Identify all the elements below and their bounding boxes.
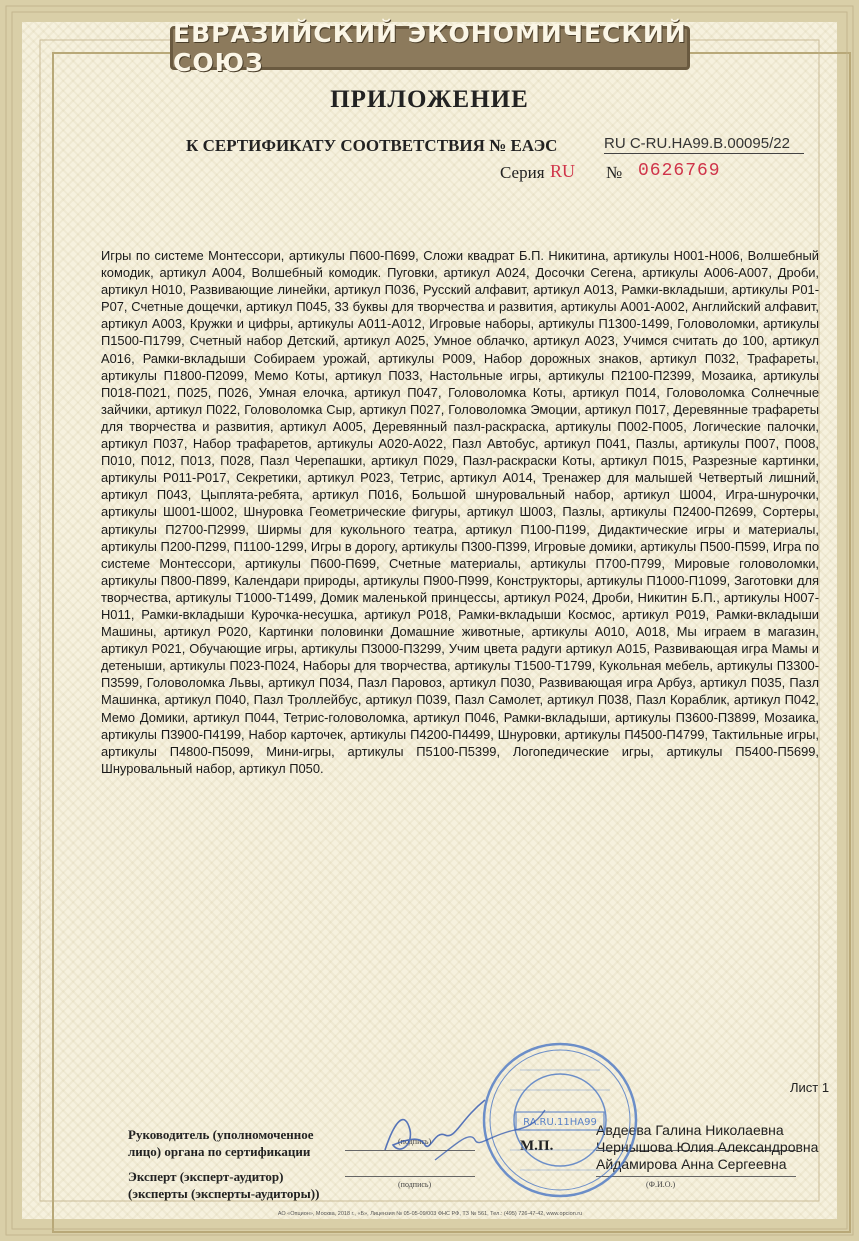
stamp-code: RA.RU.11HA99 [523,1117,597,1128]
seal-place-label: М.П. [520,1138,554,1154]
sheet-number: Лист 1 [790,1080,830,1095]
handwritten-signature [375,1090,555,1170]
signature-caption-2: (подпись) [398,1180,432,1189]
expert-label-line2: (эксперты (эксперты-аудиторы)) [128,1186,320,1201]
signature-caption-1: (подпись) [398,1137,432,1146]
product-list-text: Игры по системе Монтессори, артикулы П600-П699, Сложи квадрат Б.П. Никитина, артикулы Н001-Н006, Волшебный комодик, артикул А004, Волшебный комодик. Пуговки, артикул А024, Досочки Сегена, артикулы А006-А007, Дроби, артикул Н010, Развивающие линейки, артикул П036, Русский алфавит, артикул А013, Рамки-вкладыши, артикулы Р01-Р07, Счетные дощечки, артикул П045, 33 буквы для творчества и развития, артикулы А001-А002, Английский алфавит, артикул А003, Кружки и цифры, артикулы А011-А012, Игровые наборы, артикулы П1300-1499, Головоломки, артикулы П1500-П1799, Счетный набор Детский, артикул А025, Умное облачко, артикул А023, Учимся считать до 100, артикул А016, Рамки-вкладыши Собираем урожай, артикулы Р009, Набор дорожных знаков, артикул П032, Трафареты, артикулы П1800-П2099, Мемо Коты, артикул П033, Настольные игры, артикулы П2100-П2399, Мозаика, артикулы П018-П021, П025, П026, Умная елочка, артикул П047, Головоломка Коты, артикул П014, Головоломка Солнечные зайчики, артикул П022, Головоломка Сыр, артикул П027, Головоломка Эмоции, артикул П017, Деревянные трафареты для творчества и развития, артикул А005, Деревянный пазл-раскраска, артикулы П002-П005, Логические палочки, артикул П037, Набор трафаретов, артикулы А020-А022, Пазл Автобус, артикул П041, Пазлы, артикулы П007, П008, П010, П012, П013, П028, Пазл Черепашки, артикул П029, Пазл-раскраски Коты, артикул П015, Разрезные картинки, артикулы Р011-Р017, Секретики, артикул Р023, Тетрис, артикул А014, Тренажер для малышей Четвертый лишний, артикул П043, Цыплята-ребята, артикул П016, Большой шнуровальный набор, артикул Ш004, Игра-шнурочки, артикулы Ш001-Ш002, Шнуровка Геометрические фигуры, артикул Ш003, Пазлы, артикулы П2400-П2699, Сортеры, артикулы П2700-П2999, Ширмы для кукольного театра, артикул П100-П199, Дидактические игры и материалы, артикулы П200-П299, П1100-1299, Игры в дорогу, артикулы П300-П399, Игровые домики, артикулы П500-П599, Игра по системе Монтессори, артикулы П600-П699, Счетные материалы, артикулы П700-П799, Мировые головоломки, артикулы П800-П899, Календари природы, артикулы П900-П999, Конструкторы, артикулы П1000-П1099, Заготовки для творчества, артикулы Т1000-Т1499, Домик маленькой принцессы, артикул Р024, Дроби, Никитин Б.П., артикулы Н007-Н011, Рамки-вкладыши Курочка-несушка, артикул Р018, Рамки-вкладыши Космос, артикул Р019, Рамки-вкладыши Машины, артикул Р020, Картинки половинки Домашние животные, артикулы А010, А018, Мы играем в магазин, артикул Р021, Обучающие игры, артикулы П3000-П3299, Учим цвета радуги артикул А015, Развивающая игра Мамы и детеныши, артикулы П023-П024, Наборы для творчества, артикулы Т1500-Т1799, Кукольная мебель, артикулы П3300-П3599, Головоломка Львы, артикул П034, Пазл Паровоз, артикул П030, Развивающая игра Арбуз, артикул П035, Пазл Машинка, артикул П040, Пазл Троллейбус, артикул П039, Пазл Самолет, артикул П038, Пазл Кораблик, артикул П042, Мемо Домики, артикул П044, Тетрис-головоломка, артикул П046, Рамки-вкладыши, артикулы П3600-П3899, Мозаика, артикулы П3900-П4199, Набор карточек, артикулы П4200-П4499, Шнуровки, артикулы П4500-П4799, Тактильные игры, артикулы П4800-П5099, Мини-игры, артикулы П5100-П5399, Логопедические игры, артикулы П5400-П5699, Шнуровальный набор, артикул П050. [101,248,819,776]
serial-number: 0626769 [638,161,721,181]
union-banner [170,19,690,77]
certificate-subtitle: К СЕРТИФИКАТУ СООТВЕТСТВИЯ № ЕАЭС [186,136,558,155]
certificate-number: RU C-RU.HA99.B.00095/22 [604,135,804,154]
head-of-body-label-line2: лицо) органа по сертификации [128,1144,311,1159]
series-label: Серия [500,163,545,182]
name-head: Авдеева Галина Николаевна [596,1122,784,1138]
expert-label-line1: Эксперт (эксперт-аудитор) [128,1169,284,1184]
printing-house-line: АО «Опцион», Москва, 2018 г., «Б», Лицензия № 05-05-09/003 ФНС РФ, ТЗ № 561, Тел.: (495) 726-47-42, www.opcion.ru [277,1211,583,1217]
page-title: ПРИЛОЖЕНИЕ [330,86,529,113]
head-of-body-label-line1: Руководитель (уполномоченное [128,1127,314,1142]
number-label: № [606,163,623,182]
series-value: RU [550,161,576,181]
fio-caption: (Ф.И.О.) [646,1180,676,1189]
union-banner-text: ЕВРАЗИЙСКИЙ ЭКОНОМИЧЕСКИЙ СОЮЗ [173,19,687,77]
name-expert-1: Чернышова Юлия Александровна [596,1139,819,1155]
signature-line-2 [345,1176,475,1177]
name-expert-2: Айдамирова Анна Сергеевна [596,1156,787,1172]
